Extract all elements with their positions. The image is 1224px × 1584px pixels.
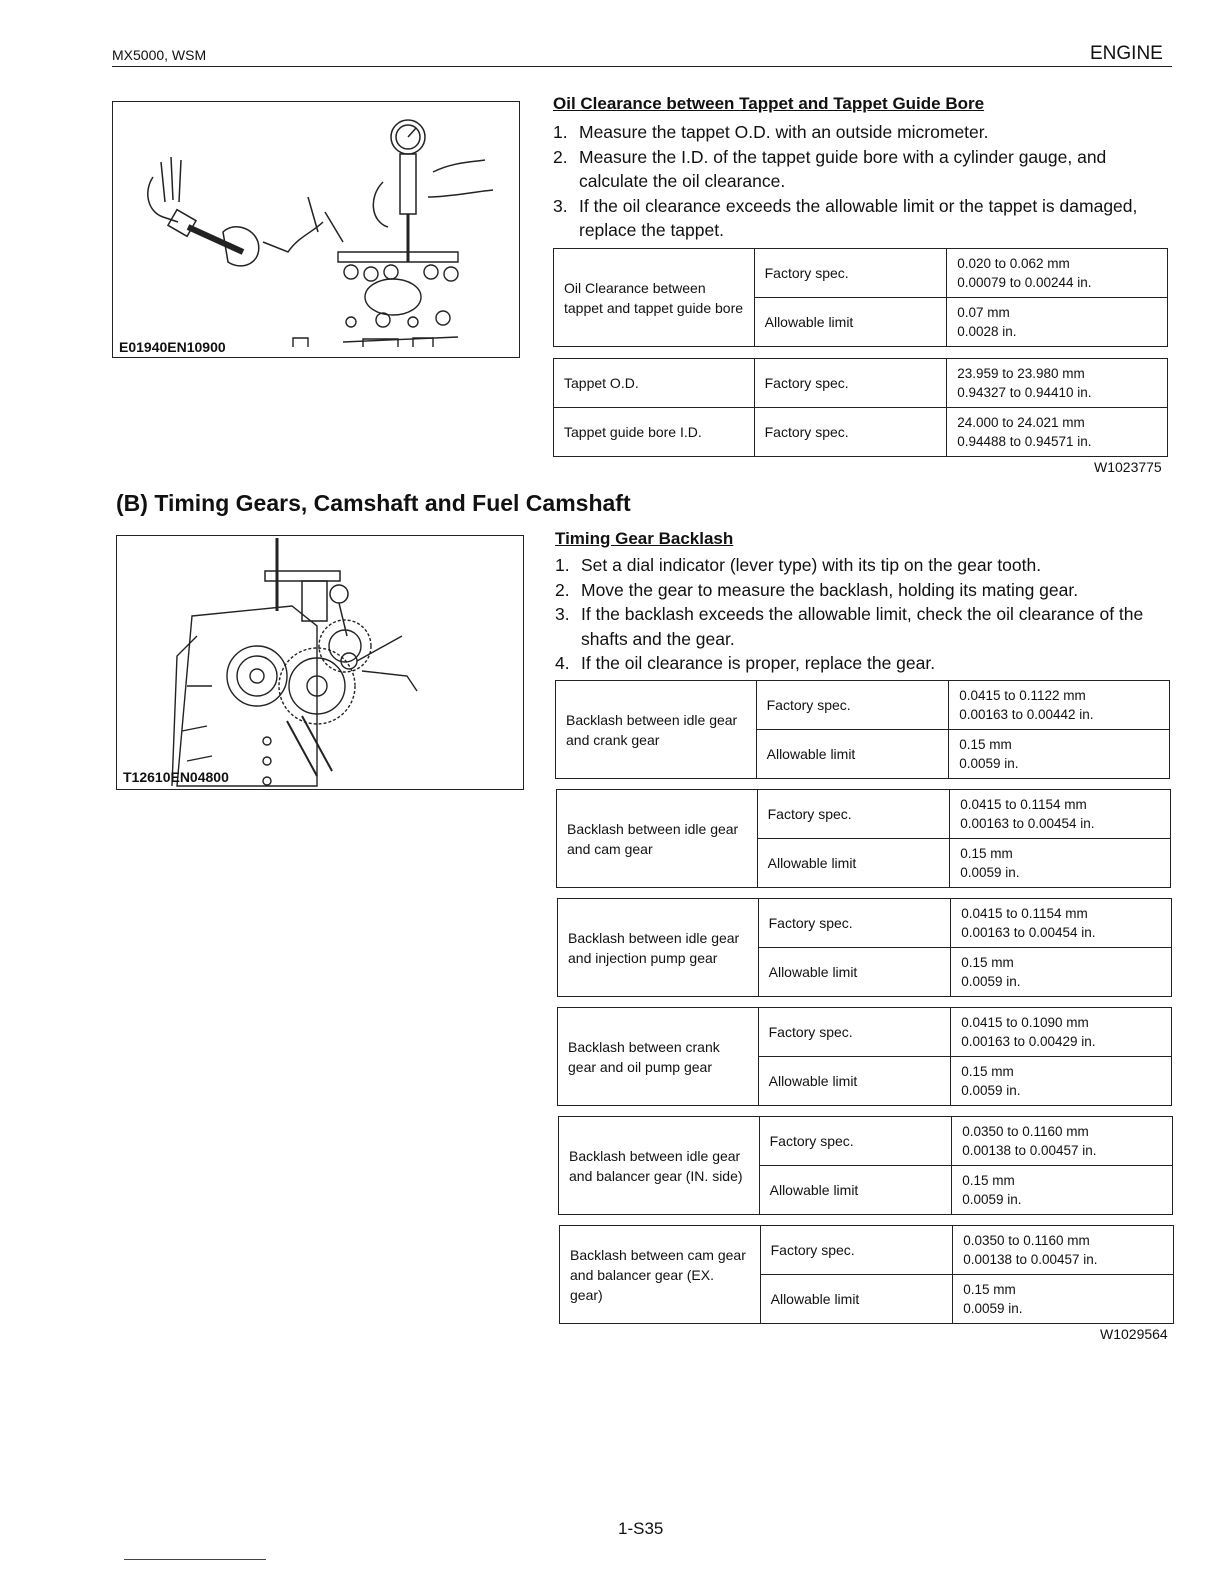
figure-code: E01940EN10900 — [119, 339, 226, 355]
step-item: 2. Move the gear to measure the backlash, holding its mating gear. — [555, 579, 1079, 600]
spec-item-label: Backlash between crank gear and oil pump gear — [558, 1008, 759, 1106]
spec-item-label: Backlash between idle gear and balancer gear (IN. side) — [559, 1117, 760, 1215]
backlash-table-idle-crank — [555, 680, 1170, 779]
backlash-title: Timing Gear Backlash — [555, 529, 734, 548]
allowable-limit-label: Allowable limit — [754, 298, 947, 347]
factory-spec-value: 0.0350 to 0.1160 mm 0.00138 to 0.00457 in. — [952, 1117, 1173, 1166]
figure-tappet-measurement — [112, 101, 520, 358]
allowable-limit-value: 0.07 mm 0.0028 in. — [947, 298, 1168, 347]
allowable-limit-label: Allowable limit — [758, 1057, 951, 1106]
allowable-limit-label: Allowable limit — [758, 948, 951, 997]
factory-spec-value: 23.959 to 23.980 mm 0.94327 to 0.94410 in. — [947, 359, 1168, 408]
factory-spec-label: Factory spec. — [760, 1226, 953, 1275]
backlash-table-idle-cam — [556, 789, 1171, 888]
factory-spec-label: Factory spec. — [754, 359, 947, 408]
footer-rule — [124, 1559, 266, 1560]
spec-item-label: Tappet guide bore I.D. — [554, 408, 755, 457]
step-item: 1. Measure the tappet O.D. with an outside micrometer. — [553, 122, 989, 142]
factory-spec-value: 0.0415 to 0.1154 mm 0.00163 to 0.00454 in. — [950, 790, 1171, 839]
oil-clearance-spec-table — [553, 248, 1168, 347]
spec-item-label: Tappet O.D. — [554, 359, 755, 408]
section-title: (B) Timing Gears, Camshaft and Fuel Camshaft — [116, 490, 631, 516]
figure-gear-backlash — [116, 535, 524, 790]
allowable-limit-value: 0.15 mm 0.0059 in. — [953, 1275, 1174, 1324]
factory-spec-label: Factory spec. — [754, 408, 947, 457]
step-item: 4. If the oil clearance is proper, replace the gear. — [555, 653, 936, 673]
factory-spec-value: 0.020 to 0.062 mm 0.00079 to 0.00244 in. — [947, 249, 1168, 298]
factory-spec-value: 0.0415 to 0.1122 mm 0.00163 to 0.00442 in. — [949, 681, 1170, 730]
dial-gauge-icon — [373, 120, 493, 262]
step-item: 3. If the oil clearance exceeds the allowable limit or the tappet is damaged, replace the tappet. — [553, 195, 1138, 240]
factory-spec-value: 24.000 to 24.021 mm 0.94488 to 0.94571 in. — [947, 408, 1168, 457]
allowable-limit-label: Allowable limit — [759, 1166, 952, 1215]
header-divider — [112, 66, 1172, 67]
gear-train-icon — [172, 606, 417, 786]
cylinder-block-icon — [293, 252, 458, 347]
factory-spec-label: Factory spec. — [758, 899, 951, 948]
reference-code: W1023775 — [1094, 459, 1162, 475]
step-item: 1. Set a dial indicator (lever type) with its tip on the gear tooth. — [555, 555, 1042, 575]
factory-spec-value: 0.0415 to 0.1154 mm 0.00163 to 0.00454 in. — [951, 899, 1172, 948]
backlash-table-crank-oilpump — [557, 1007, 1172, 1106]
factory-spec-value: 0.0415 to 0.1090 mm 0.00163 to 0.00429 in. — [951, 1008, 1172, 1057]
oil-clearance-title: Oil Clearance between Tappet and Tappet Guide Bore — [553, 94, 985, 113]
oil-clearance-steps — [553, 120, 1173, 243]
factory-spec-label: Factory spec. — [758, 1008, 951, 1057]
allowable-limit-value: 0.15 mm 0.0059 in. — [951, 948, 1172, 997]
tappet-dimension-table — [553, 358, 1168, 457]
step-item: 3. If the backlash exceeds the allowable limit, check the oil clearance of the shafts and the gear. — [555, 604, 1144, 649]
allowable-limit-value: 0.15 mm 0.0059 in. — [952, 1166, 1173, 1215]
allowable-limit-label: Allowable limit — [757, 839, 950, 888]
allowable-limit-label: Allowable limit — [756, 730, 949, 779]
allowable-limit-value: 0.15 mm 0.0059 in. — [949, 730, 1170, 779]
spec-item-label: Backlash between idle gear and crank gear — [556, 681, 757, 779]
chapter-title: ENGINE — [1090, 43, 1163, 64]
factory-spec-label: Factory spec. — [754, 249, 947, 298]
figure-code: T12610EN04800 — [123, 769, 229, 785]
backlash-steps — [555, 553, 1175, 676]
page-number: 1-S35 — [618, 1519, 664, 1538]
backlash-table-idle-balancer — [558, 1116, 1173, 1215]
allowable-limit-value: 0.15 mm 0.0059 in. — [951, 1057, 1172, 1106]
factory-spec-label: Factory spec. — [759, 1117, 952, 1166]
allowable-limit-value: 0.15 mm 0.0059 in. — [950, 839, 1171, 888]
spec-item-label: Oil Clearance between tappet and tappet guide bore — [554, 249, 755, 347]
allowable-limit-label: Allowable limit — [760, 1275, 953, 1324]
manual-title: MX5000, WSM — [112, 47, 207, 63]
outside-micrometer-icon — [148, 157, 343, 266]
step-item: 2. Measure the I.D. of the tappet guide bore with a cylinder gauge, and calculate the oil clearance. — [553, 146, 1107, 191]
factory-spec-label: Factory spec. — [756, 681, 949, 730]
backlash-table-idle-injection — [557, 898, 1172, 997]
factory-spec-label: Factory spec. — [757, 790, 950, 839]
spec-item-label: Backlash between cam gear and balancer gear (EX. gear) — [560, 1226, 761, 1324]
backlash-table-cam-balancer — [559, 1225, 1174, 1324]
spec-item-label: Backlash between idle gear and injection pump gear — [558, 899, 759, 997]
reference-code: W1029564 — [1100, 1326, 1168, 1342]
spec-item-label: Backlash between idle gear and cam gear — [557, 790, 758, 888]
factory-spec-value: 0.0350 to 0.1160 mm 0.00138 to 0.00457 in. — [953, 1226, 1174, 1275]
